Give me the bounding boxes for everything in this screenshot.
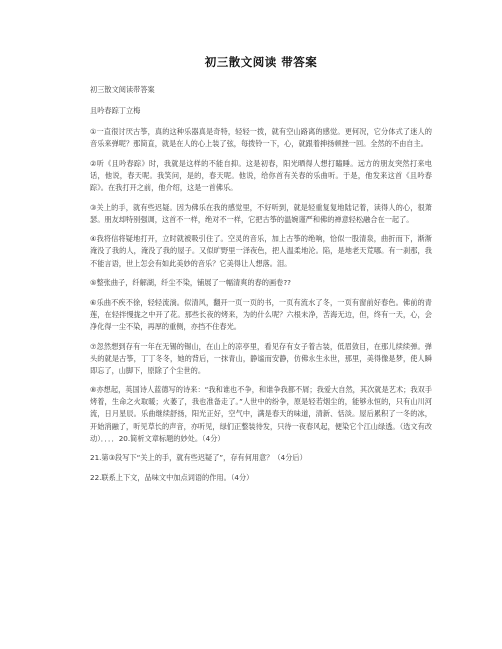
article-heading: 且吟春踪丁立梅 — [90, 106, 141, 116]
document-subtitle: 初三散文阅读带答案 — [90, 85, 155, 94]
paragraph-4: ④我将信将疑地打开，立时就被吸引住了。空灵的音乐，加上古筝的绝响，恰似一股清泉，曲折而下，渐渐淹没了我的人，淹没了我的屋子。又似旷野里一泽夜色，把人温柔地沦。陷，是地老天荒哪。有一刹那，我不能言语，世上怎会有如此美妙的音乐？它美得让人想落。泪。 — [90, 234, 432, 268]
paragraph-2: ②听《且吟春踪》时，我就是这样的不能自抑。这是初春，阳光晒得人想打瞌睡。远方的朋友突然打来电话，他说，春天呢。我笑问，是的，春天呢。他说，给你首有关春的乐曲听。于是，他发来这首《且吟春踪》。在我打开之前，他介绍，这是一首佛乐。 — [90, 158, 432, 193]
document-title: 初三散文阅读 带答案 — [204, 55, 318, 69]
paragraph-1: ①一直很讨厌古筝，真的这种乐器真是奇特，轻轻一拨，就有空山路离的感觉。更何况，它分体式了迷人的音乐来弹呢？那简直，就是在人的心上装了弦，每拨铃一下，心，就跟着抻扬顿挫一回。全然的不由自主。 — [90, 127, 432, 149]
paragraph-3: ③关上的手，就有些迟疑。因为佛乐在我的感觉里，不好听到，就是轻重复复地陆记着，读得人的心，很萧瑟。朋友却特别强调，这首不一样，绝对不一样，它把古筝的温婉谨严和佛的禅意轻松融合在一起了。 — [90, 202, 432, 224]
question-22: 22.联系上下文，品味文中加点词语的作用。（4分） — [90, 473, 254, 483]
paragraph-8: ⑧亦想起，英国诗人蓝德写的诗来：“我和谁也不争，和谁争我都不屑；我爱大自然，其次就是艺术；我双手烤着，生命之火取暖；火萎了，我也准备走了。”人世中的纷争，原是轻若烟尘的，能够永恒的，只有山川河流，日月星辰。乐曲继续舒扬，阳光正好，空气中，满是春天的味道，清新、恬淡。屋后累积了一冬的冰，开始消融了，听见草长的声音，亦听见，绿们正整装待发，只待一夜春风起，便染它个江山绿透。（选文有改动）．．．．20.简析文章标题的妙处。（4分） — [90, 385, 432, 443]
paragraph-5: ⑤整张曲子，纤解湖，纤尘不染，铺展了一幅清爽的春的画卷?? — [90, 278, 291, 288]
paragraph-6: ⑥乐曲不疾不徐，轻轻流淌。似清风，翻开一页一页的书，一页有流水了冬，一页有窗前好春色。佛前的青莲，在轻拌慢拢之中开了花。那些长夜的烤来，为的什么呢？六根未净，苦海无边，但，终有一天，心，会净化得一尘不染，再厚的重侧，亦挡不住春光。 — [90, 297, 432, 331]
question-21: 21.第③段写下“关上的手，就有些迟疑了”，存有何用意？（4分后） — [90, 453, 307, 463]
paragraph-7: ⑦忽然想到存有一年在无锡的锡山，在山上的凉亭里，看见存有女子着古装，低眉敛目，在那儿续续弹。弹头的就是古筝，丁丁冬冬，她的背后，一抹青山，静谧而安静，仿佛永生永世，那里，美得像是梦，使人瞬即忘了，山脚下，原除了个尘世的。 — [90, 341, 432, 375]
